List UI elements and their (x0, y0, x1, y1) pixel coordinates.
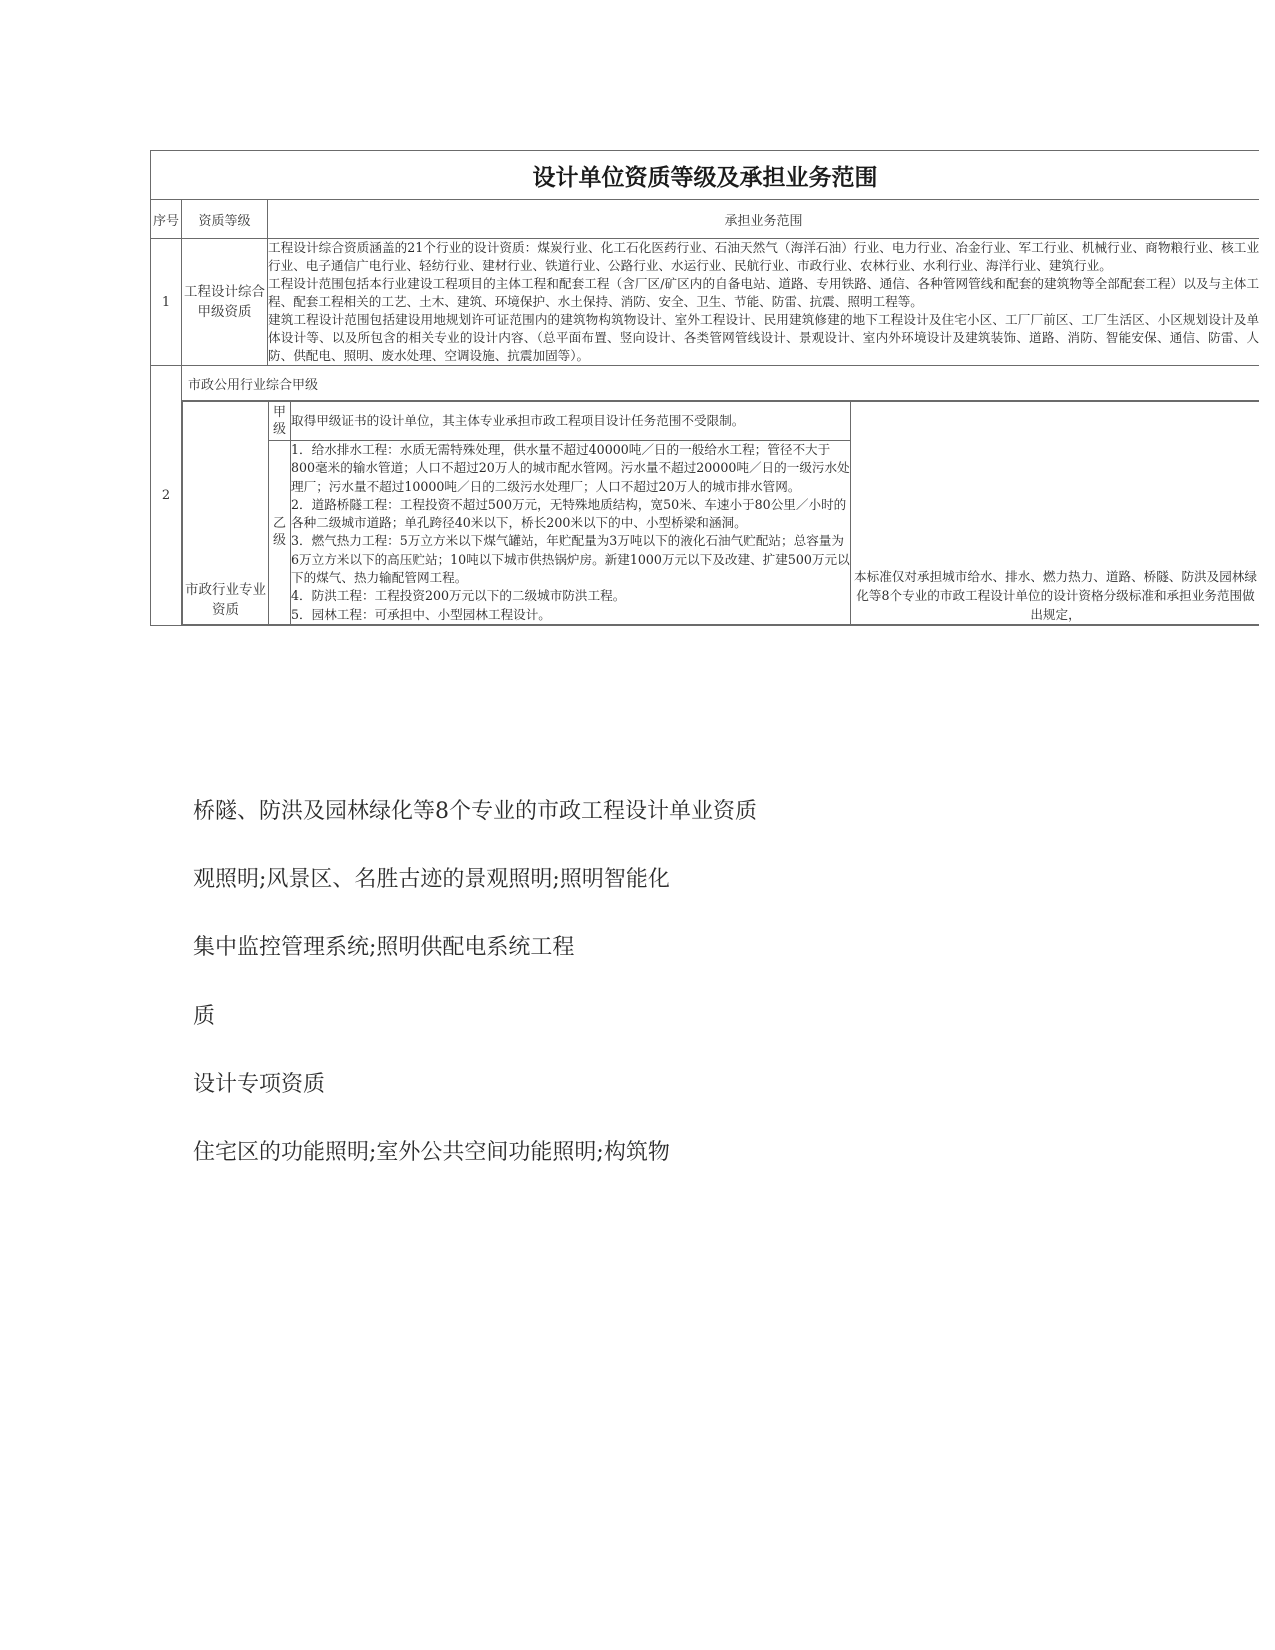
body-line: 观照明;风景区、名胜古迹的景观照明;照明智能化 (193, 867, 670, 892)
level-item: 4．防洪工程：工程投资200万元以下的二级城市防洪工程。 (291, 588, 626, 604)
level-item: 3．燃气热力工程：5万立方米以下煤气罐站，年贮配量为3万吨以下的液化石油气贮配站；总容量为6万立方米以下的高压贮站；10吨以下城市供热锅炉房。新建1000万元以下及改建、扩建500万元以下的煤气、热力输配管网工程。 (291, 533, 850, 586)
level-item: 2．道路桥隧工程：工程投资不超过500万元，无特殊地质结构，宽50米、车速小于80公里／小时的各种二级城市道路；单孔跨径40米以下，桥长200米以下的中、小型桥梁和涵洞。 (291, 496, 847, 531)
scope-paragraph: 建筑工程设计范围包括建设用地规划许可证范围内的建筑物构筑物设计、室外工程设计、民用建筑修建的地下工程设计及住宅小区、工厂厂前区、工厂生活区、小区规划设计及单体设计等、以及所包含的相关专业的设计内容、（总平面布置、竖向设计、各类管网管线设计、景观设计、室内外环境设计及建筑装饰、道路、消防、智能安保、通信、防雷、人防、供配电、照明、废水处理、空调设施、抗震加固等）。 (268, 312, 1259, 363)
header-scope: 承担业务范围 (268, 200, 1260, 239)
table-row (151, 239, 1260, 366)
level-item: 5．园林工程：可承担中、小型园林工程设计。 (291, 606, 551, 622)
level-item: 1．给水排水工程：水质无需特殊处理，供水量不超过40000吨／日的一般给水工程；管径不大于800毫米的输水管道；人口不超过20万人的城市配水管网。污水量不超过20000吨／日的一级污水处理厂；污水量不超过10000吨／日的二级污水处理厂；人口不超过20万人的城市排水管网。 (291, 442, 850, 494)
row-number: 1 (151, 239, 182, 366)
section-title: 市政公用行业综合甲级 (182, 366, 1260, 401)
table-title: 设计单位资质等级及承担业务范围 (151, 151, 1260, 200)
municipal-section (182, 401, 1260, 626)
scope-description (268, 239, 1260, 366)
grade-label: 工程设计综合甲级资质 (182, 239, 268, 366)
table-row (151, 366, 1260, 401)
header-grade: 资质等级 (182, 200, 268, 239)
grade-label: 市政行业专业资质 (183, 402, 269, 625)
body-line: 桥隧、防洪及园林绿化等8个专业的市政工程设计单业资质 (193, 799, 757, 824)
standard-note: 本标准仅对承担城市给水、排水、燃力热力、道路、桥隧、防洪及园林绿化等8个专业的市政工程设计单位的设计资格分级标准和承担业务范围做出规定， (851, 402, 1260, 625)
qualification-table-image (150, 150, 1259, 756)
qualification-table (150, 150, 1259, 626)
body-line: 集中监控管理系统;照明供配电系统工程 (193, 935, 575, 960)
level-label: 甲级 (269, 402, 291, 441)
header-num: 序号 (151, 200, 182, 239)
body-line: 住宅区的功能照明;室外公共空间功能照明;构筑物 (193, 1140, 670, 1165)
level-description: 取得甲级证书的设计单位，其主体专业承担市政工程项目设计任务范围不受限制。 (291, 402, 851, 441)
body-line: 质 (193, 1004, 216, 1029)
table-row (151, 401, 1260, 626)
body-line: 设计专项资质 (193, 1072, 326, 1097)
municipal-inner-table (182, 401, 1259, 625)
scope-paragraph: 工程设计综合资质涵盖的21个行业的设计资质：煤炭行业、化工石化医药行业、石油天然气（海洋石油）行业、电力行业、冶金行业、军工行业、机械行业、商物粮行业、核工业行业、电子通信广电行业、轻纺行业、建材行业、铁道行业、公路行业、水运行业、民航行业、市政行业、农林行业、水利行业、海洋行业、建筑行业。 (268, 240, 1259, 273)
scope-paragraph: 工程设计范围包括本行业建设工程项目的主体工程和配套工程（含厂区/矿区内的自备电站、道路、专用铁路、通信、各种管网管线和配套的建筑物等全部配套工程）以及与主体工程、配套工程相关的工艺、土木、建筑、环境保护、水土保持、消防、安全、卫生、节能、防雷、抗震、照明工程等。 (268, 276, 1259, 309)
row-number: 2 (151, 366, 182, 626)
level-label: 乙级 (269, 441, 291, 625)
level-description (291, 441, 851, 625)
